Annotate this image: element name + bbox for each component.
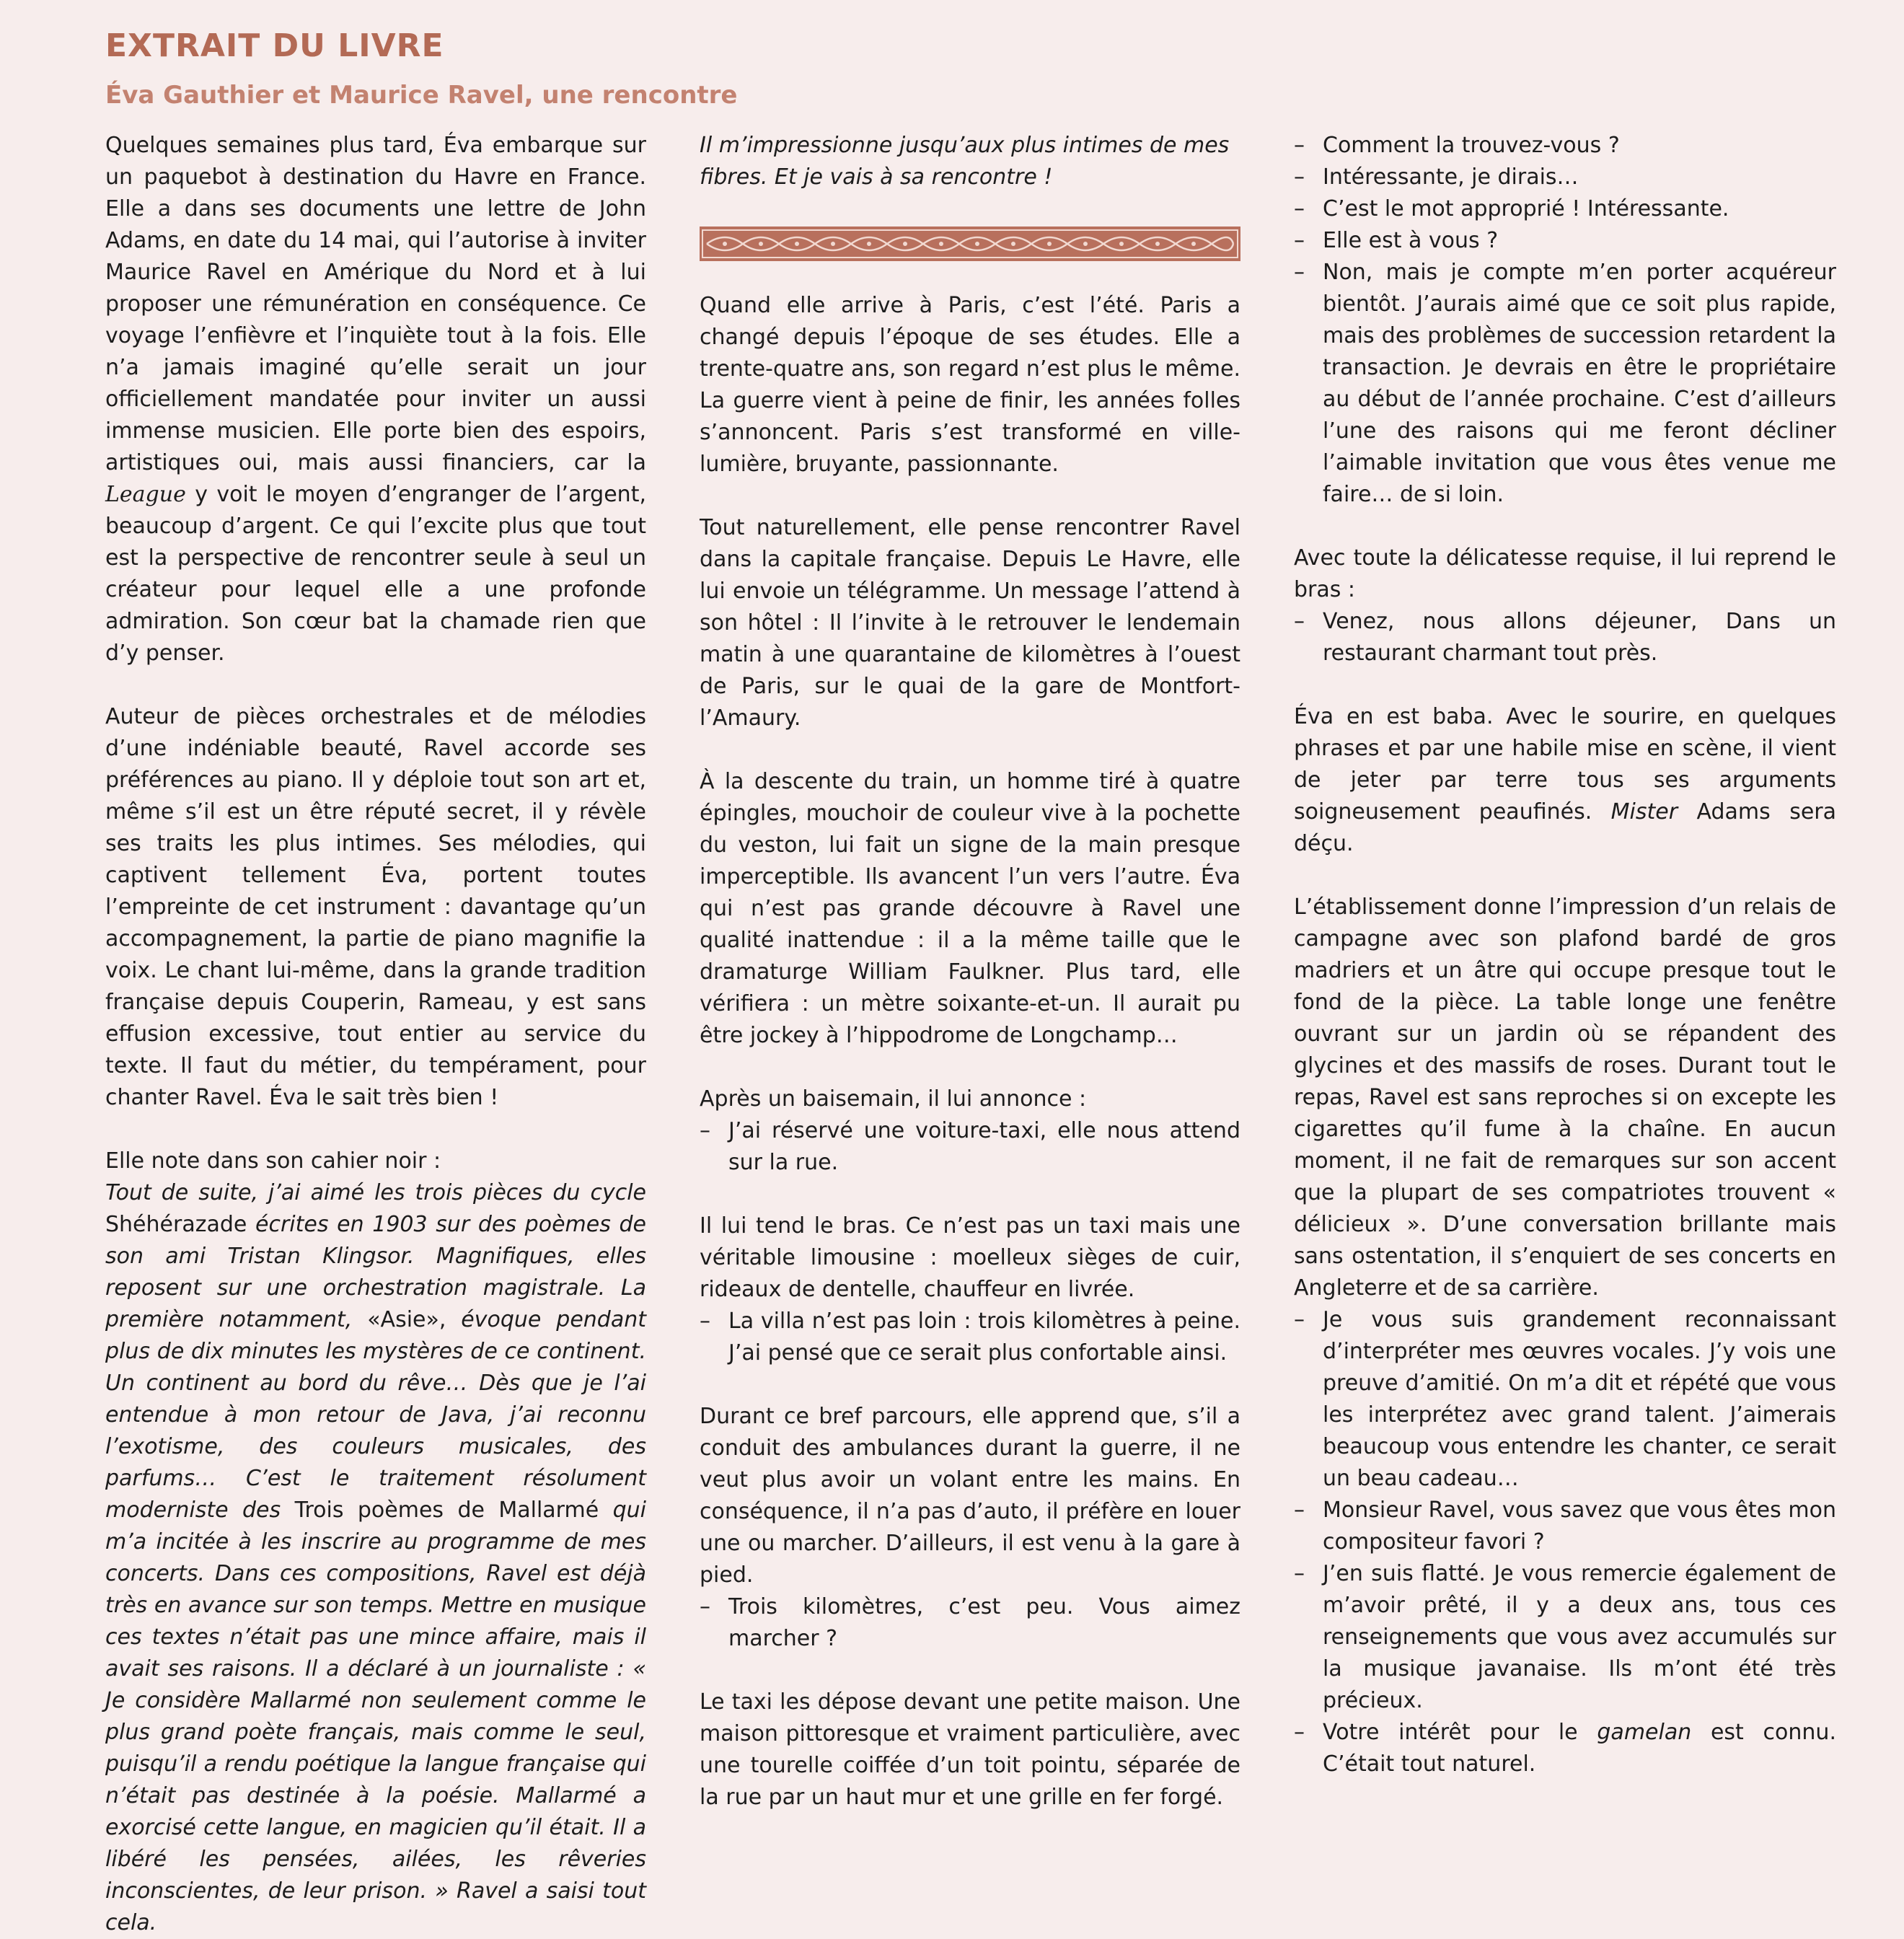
paragraph: À la descente du train, un homme tiré à quatre épingles, mouchoir de couleur vive à la pochette du veston, lui fait un signe de la main presque imperceptible. Ils avancent l’un vers l’autre. Éva qui n’est pas grande découvre à Ravel une qualité inattendue : il a la même taille que le dramaturge William Faulkner. Plus tard, elle vérifiera : un mètre soixante-et-un. Il aurait pu être jockey à l’hippodrome de Longchamp… (700, 769, 1240, 1048)
dialogue-line: – Trois kilomètres, c’est peu. Vous aimez marcher ? (700, 1591, 1240, 1655)
dialogue-line: – La villa n’est pas loin : trois kilomètres à peine. J’ai pensé que ce serait plus confortable ainsi. (700, 1306, 1240, 1369)
paragraph: Après un baisemain, il lui annonce : (700, 1086, 1087, 1112)
dialogue-line: – Monsieur Ravel, vous savez que vous êtes mon compositeur favori ? (1294, 1495, 1836, 1558)
dialogue-line: – C’est le mot approprié ! Intéressante. (1294, 193, 1836, 225)
paragraph: Tout naturellement, elle pense rencontrer Ravel dans la capitale française. Depuis Le Havre, elle lui envoie un télégramme. Un message l’attend à son hôtel : Il l’invite à le retrouver le lendemain matin à une quarantaine de kilomètres à l’ouest de Paris, sur le quai de la gare de Montfort-l’Amaury. (700, 515, 1240, 731)
emphasis: League (105, 482, 186, 507)
paragraph: Durant ce bref parcours, elle apprend que, s’il a conduit des ambulances durant la guerre, il ne veut plus avoir un volant entre les mains. En conséquence, il n’a pas d’auto, il préfère en louer une ou marcher. D’ailleurs, il est venu à la gare à pied. (700, 1404, 1240, 1588)
page-subtitle: Éva Gauthier et Maurice Ravel, une rencontre (105, 81, 738, 110)
paragraph: Il lui tend le bras. Ce n’est pas un taxi mais une véritable limousine : moelleux sièges de cuir, rideaux de dentelle, chauffeur en livrée. (700, 1213, 1240, 1302)
paragraph: Quand elle arrive à Paris, c’est l’été. Paris a changé depuis l’époque de ses études. Elle a trente-quatre ans, son regard n’est plus le même. La guerre vient à peine de finir, les années folles s’annoncent. Paris s’est transformé en ville-lumière, bruyante, passionnante. (700, 293, 1240, 477)
dialogue-line: – Comment la trouvez-vous ? (1294, 130, 1836, 162)
text: Tout de suite, j’ai aimé les trois pièces du cycle (105, 1180, 646, 1205)
dialogue-line: – Elle est à vous ? (1294, 225, 1836, 257)
work-title: Shéhérazade (105, 1212, 247, 1237)
paragraph: Auteur de pièces orchestrales et de mélodies d’une indéniable beauté, Ravel accorde ses préférences au piano. Il y déploie tout son art et, même s’il est un être réputé secret, il y révèle ses traits les plus intimes. Ses mélodies, qui captivent tellement Éva, portent toutes l’empreinte de cet instrument : davantage qu’un accompagnement, la partie de piano magnifie la voix. Le chant lui-même, dans la grande tradition française depuis Couperin, Rameau, y est sans effusion excessive, tout entier au service du texte. Il faut du métier, du tempérament, pour chanter Ravel. Éva le sait très bien ! (105, 704, 646, 1110)
quote-paragraph: Il m’impressionne jusqu’aux plus intimes de mes fibres. Et je vais à sa rencontre ! (700, 133, 1230, 190)
text: Éva en est baba. Avec le sourire, en quelques phrases et par une habile mise en scène, il vient de jeter par terre tous ses arguments soigneusement peaufinés. (1294, 704, 1836, 825)
quote-paragraph (105, 1177, 646, 1939)
dialogue-line: – Je vous suis grandement reconnaissant d’interpréter mes œuvres vocales. J’y vois une preuve d’amitié. On m’a dit et répété que vous les interprétez avec grand talent. J’aimerais beaucoup vous entendre les chanter, ce serait un beau cadeau… (1294, 1304, 1836, 1495)
work-title: Trois poèmes de Mallarmé (294, 1498, 599, 1523)
dialogue-line (1294, 1717, 1836, 1780)
emphasis: Mister (1610, 799, 1678, 825)
column-3 (1294, 130, 1836, 1780)
paragraph: Avec toute la délicatesse requise, il lui reprend le bras : (1294, 545, 1836, 602)
emphasis: gamelan (1597, 1720, 1692, 1745)
dialogue-line: – Venez, nous allons déjeuner, Dans un restaurant charmant tout près. (1294, 606, 1836, 669)
paragraph (105, 130, 646, 669)
dialogue-line: – Intéressante, je dirais… (1294, 162, 1836, 193)
dialogue-line: – J’ai réservé une voiture-taxi, elle nous attend sur la rue. (700, 1115, 1240, 1179)
column-2 (700, 130, 1240, 1813)
paragraph: Le taxi les dépose devant une petite maison. Une maison pittoresque et vraiment particulière, avec une tourelle coiffée d’un toit pointu, séparée de la rue par un haut mur et une grille en fer forgé. (700, 1689, 1240, 1810)
paragraph: Elle note dans son cahier noir : (105, 1148, 441, 1174)
text: y voit le moyen d’engranger de l’argent, beaucoup d’argent. Ce qui l’excite plus que tout est la perspective de rencontrer seule à seul un créateur pour lequel elle a une profonde admiration. Son cœur bat la chamade rien que d’y penser. (105, 482, 646, 666)
paragraph (1294, 701, 1836, 860)
text: Votre intérêt pour le (1323, 1720, 1578, 1745)
page-title: EXTRAIT DU LIVRE (105, 27, 444, 64)
dialogue-line: – Non, mais je compte m’en porter acquéreur bientôt. J’aurais aimé que ce soit plus rapide, mais des problèmes de succession retardent la transaction. Je devrais en être le propriétaire au début de l’année prochaine. C’est d’ailleurs l’une des raisons qui me feront décliner l’aimable invitation que vous êtes venue me faire… de si loin. (1294, 257, 1836, 511)
text: est connu. C’était tout naturel. (1323, 1720, 1836, 1777)
text: évoque pendant plus de dix minutes les mystères de ce continent. Un continent au bord du rêve… Dès que je l’ai entendue à mon retour de Java, j’ai reconnu l’exotisme, des couleurs musicales, des parfums… C’est le traitement résolument moderniste des (105, 1307, 646, 1523)
paragraph: L’établissement donne l’impression d’un relais de campagne avec son plafond bardé de gros madriers et un âtre qui occupe presque tout le fond de la pièce. La table longe une fenêtre ouvrant sur un jardin où se répandent des glycines et des massifs de roses. Durant tout le repas, Ravel est sans reproches si on excepte les cigarettes qu’il fume à la chaîne. En aucun moment, il ne fait de remarques sur son accent que la plupart de ses compatriotes trouvent « délicieux ». D’une conversation brillante mais sans ostentation, il s’enquiert de ses concerts en Angleterre et de sa carrière. (1294, 894, 1836, 1301)
work-title: «Asie», (367, 1307, 446, 1332)
text: qui m’a incitée à les inscrire au programme de mes concerts. Dans ces compositions, Ravel est déjà très en avance sur son temps. Mettre en musique ces textes n’était pas une mince affaire, mais il avait ses raisons. Il a déclaré à un journaliste : « Je considère Mallarmé non seulement comme le plus grand poète français, mais comme le seul, puisqu’il a rendu poétique la langue française qui n’était pas destinée à la poésie. Mallarmé a exorcisé cette langue, en magicien qu’il était. Il a libéré les pensées, ailées, les rêveries inconscientes, de leur prison. » Ravel a saisi tout cela. (105, 1498, 646, 1935)
column-1 (105, 130, 646, 1939)
text: Adams sera déçu. (1294, 799, 1836, 856)
decorative-divider-icon (700, 227, 1240, 261)
text: écrites en 1903 sur des poèmes de son ami Tristan Klingsor. Magnifiques, elles reposent sur une orchestration magistrale. La première notamment, (105, 1212, 646, 1332)
dialogue-line: – J’en suis flatté. Je vous remercie également de m’avoir prêté, il y a deux ans, tous ces renseignements que vous avez accumulés sur la musique javanaise. Ils m’ont été très précieux. (1294, 1558, 1836, 1717)
text: Quelques semaines plus tard, Éva embarque sur un paquebot à destination du Havre en France. Elle a dans ses documents une lettre de John Adams, en date du 14 mai, qui l’autorise à inviter Maurice Ravel en Amérique du Nord et à lui proposer une rémunération en conséquence. Ce voyage l’enfièvre et l’inquiète tout à la fois. Elle n’a jamais imaginé qu’elle serait un jour officiellement mandatée pour inviter un aussi immense musicien. Elle porte bien des espoirs, artistiques oui, mais aussi financiers, car la (105, 133, 646, 475)
